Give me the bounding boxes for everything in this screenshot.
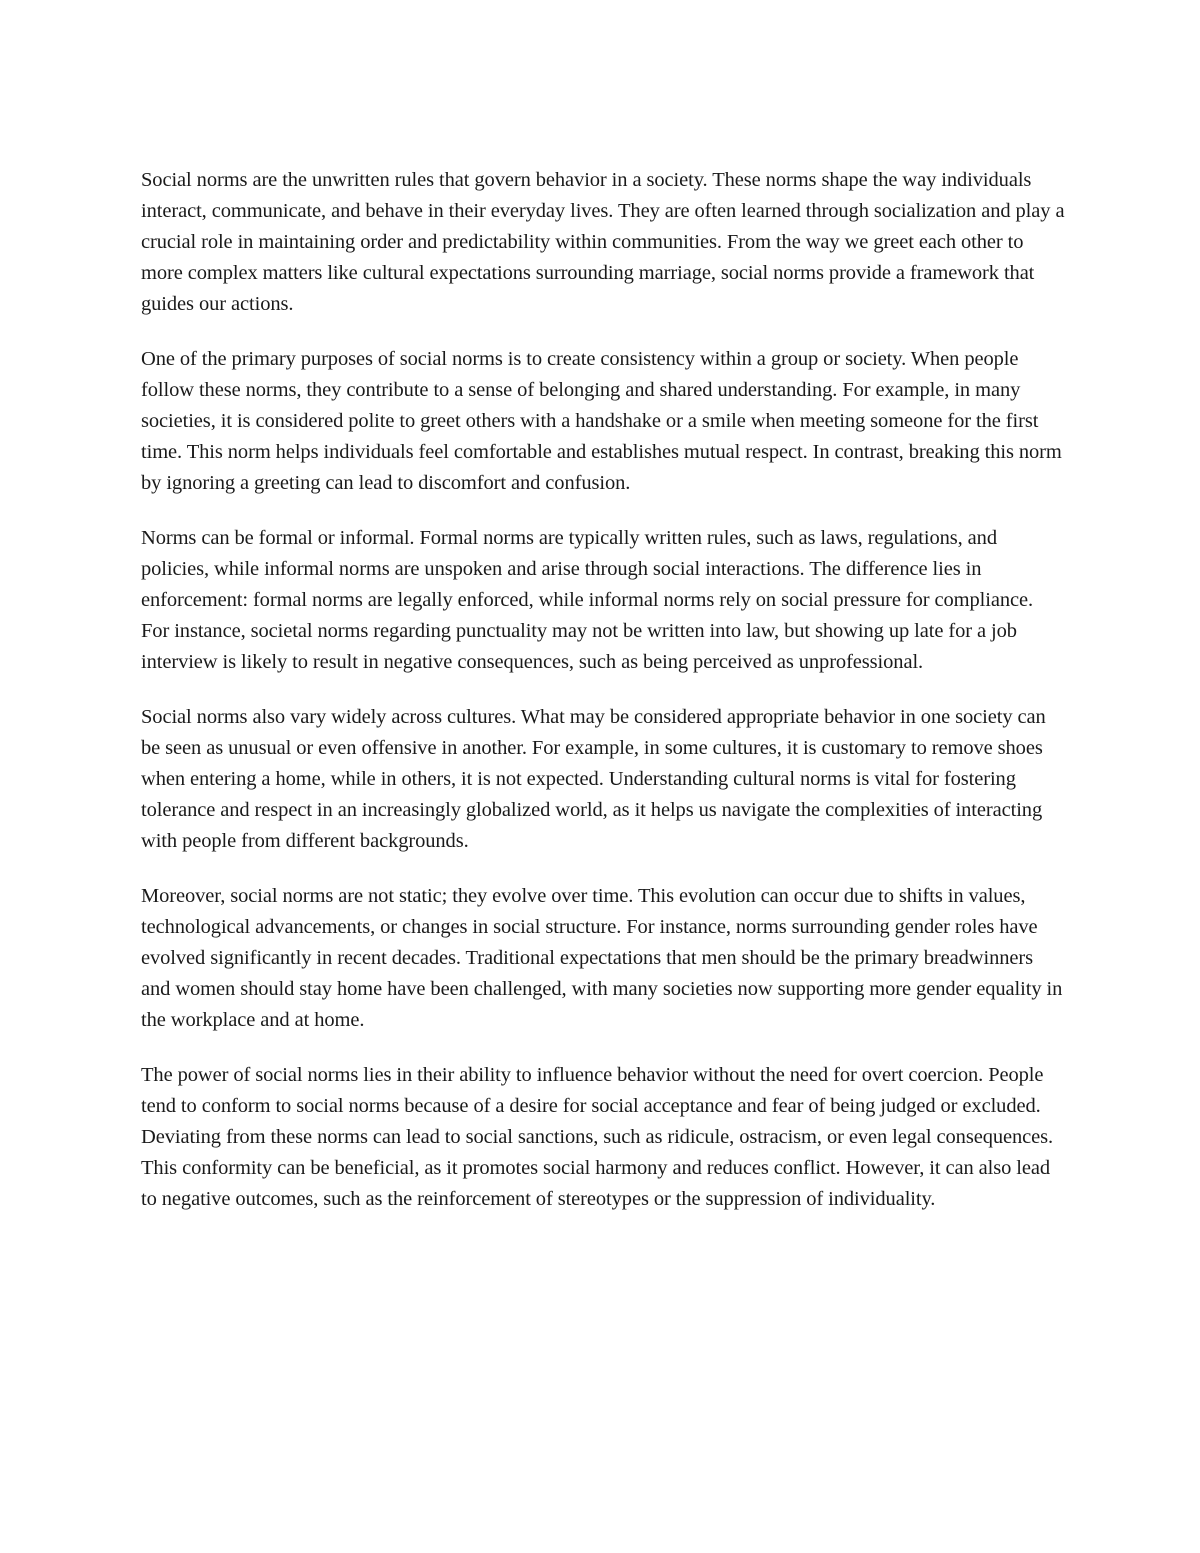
paragraph-1: Social norms are the unwritten rules that govern behavior in a society. These norms shape the way individuals interact, communicate, and behave in their everyday lives. They are often learned through socialization and play a crucial role in maintaining order and predictability within communities. From the way we greet each other to more complex matters like cultural expectations surrounding marriage, social norms provide a framework that guides our actions. [141, 169, 1065, 315]
paragraph-4: Social norms also vary widely across cultures. What may be considered appropriate behavior in one society can be seen as unusual or even offensive in another. For example, in some cultures, it is customary to remove shoes when entering a home, while in others, it is not expected. Understanding cultural norms is vital for fostering tolerance and respect in an increasingly globalized world, as it helps us navigate the complexities of interacting with people from different backgrounds. [141, 706, 1046, 852]
document-body [141, 165, 1066, 1239]
paragraph-5: Moreover, social norms are not static; they evolve over time. This evolution can occur due to shifts in values, technological advancements, or changes in social structure. For instance, norms surrounding gender roles have evolved significantly in recent decades. Traditional expectations that men should be the primary breadwinners and women should stay home have been challenged, with many societies now supporting more gender equality in the workplace and at home. [141, 885, 1063, 1031]
paragraph-3: Norms can be formal or informal. Formal norms are typically written rules, such as laws, regulations, and policies, while informal norms are unspoken and arise through social interactions. The difference lies in enforcement: formal norms are legally enforced, while informal norms rely on social pressure for compliance. For instance, societal norms regarding punctuality may not be written into law, but showing up late for a job interview is likely to result in negative consequences, such as being perceived as unprofessional. [141, 527, 1034, 673]
paragraph-2: One of the primary purposes of social norms is to create consistency within a group or society. When people follow these norms, they contribute to a sense of belonging and shared understanding. For example, in many societies, it is considered polite to greet others with a handshake or a smile when meeting someone for the first time. This norm helps individuals feel comfortable and establishes mutual respect. In contrast, breaking this norm by ignoring a greeting can lead to discomfort and confusion. [141, 348, 1062, 494]
paragraph-6: The power of social norms lies in their ability to influence behavior without the need for overt coercion. People tend to conform to social norms because of a desire for social acceptance and fear of being judged or excluded. Deviating from these norms can lead to social sanctions, such as ridicule, ostracism, or even legal consequences. This conformity can be beneficial, as it promotes social harmony and reduces conflict. However, it can also lead to negative outcomes, such as the reinforcement of stereotypes or the suppression of individuality. [141, 1064, 1054, 1210]
